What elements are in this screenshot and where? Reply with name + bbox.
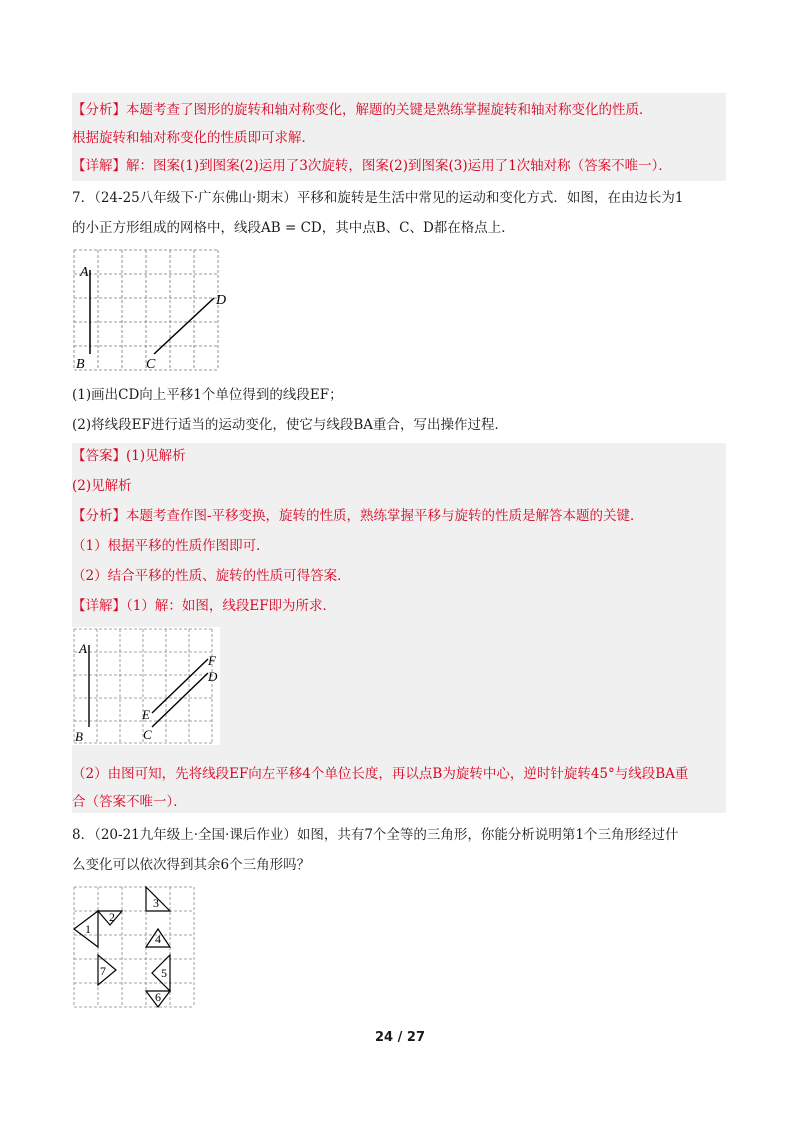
label-b: B <box>76 357 85 372</box>
q7-detail-2-line2: 合（答案不唯一）． <box>72 794 187 810</box>
q7-analysis-p2: （2）结合平移的性质、旋转的性质可得答案． <box>72 568 351 584</box>
q7-stem-line2: 的小正方形组成的网格中，线段AB = CD，其中点B、C、D都在格点上． <box>72 220 515 236</box>
label-c: C <box>143 727 152 742</box>
triangle-label-5: 5 <box>161 966 167 980</box>
q7-analysis: 【分析】本题考查作图-平移变换，旋转的性质，熟练掌握平移与旋转的性质是解答本题的关键． <box>72 508 644 524</box>
triangle-label-4: 4 <box>155 932 161 946</box>
q7-analysis-p1: （1）根据平移的性质作图即可． <box>72 538 270 554</box>
q7-answer: 【答案】(1)见解析 <box>72 448 186 464</box>
q7-sub2: (2)将线段EF进行适当的运动变化，使它与线段BA重合，写出操作过程． <box>72 417 509 433</box>
label-d: D <box>216 293 227 308</box>
label-d: D <box>208 669 218 684</box>
triangle-label-7: 7 <box>100 964 106 978</box>
triangle-label-6: 6 <box>155 990 161 1004</box>
triangle-label-2: 2 <box>109 910 115 924</box>
q7-detail-2-line1: （2）由图可知，先将线段EF向左平移4个单位长度，再以点B为旋转中心，逆时针旋转45°与线段BA重 <box>72 766 689 782</box>
q7-detail-1: 【详解】（1）解：如图，线段EF即为所求． <box>72 598 337 614</box>
q8-triangles-figure <box>72 885 202 1011</box>
q7-answer-2: (2)见解析 <box>72 478 132 494</box>
analysis-text-2: 根据旋转和轴对称变化的性质即可求解． <box>72 130 315 146</box>
detail-text: 【详解】解：图案(1)到图案(2)运用了3次旋转，图案(2)到图案(3)运用了1次轴对称（答案不唯一）． <box>72 158 672 174</box>
q7-answer-figure <box>72 627 220 745</box>
label-e: E <box>142 707 150 722</box>
triangle-label-1: 1 <box>85 922 91 936</box>
q7-grid-figure <box>72 248 236 372</box>
label-a: A <box>80 265 89 280</box>
q7-stem-line1: 7．（24-25八年级下·广东佛山·期末）平移和旋转是生活中常见的运动和变化方式．如图，在由边长为1 <box>72 190 684 206</box>
page-number <box>0 1030 800 1045</box>
label-f: F <box>208 653 216 668</box>
triangle-label-3: 3 <box>153 896 159 910</box>
page-current: 24 <box>375 1030 394 1045</box>
q8-stem-line1: 8．（20-21九年级上·全国·课后作业）如图，共有7个全等的三角形，你能分析说明第1个三角形经过什 <box>72 827 679 843</box>
q7-sub1: (1)画出CD向上平移1个单位得到的线段EF； <box>72 387 343 403</box>
analysis-text: 【分析】本题考查了图形的旋转和轴对称变化，解题的关键是熟练掌握旋转和轴对称变化的性质． <box>72 102 653 118</box>
page-separator: / <box>397 1030 403 1045</box>
label-c: C <box>146 357 156 372</box>
q8-stem-line2: 么变化可以依次得到其余6个三角形吗？ <box>72 857 311 873</box>
label-a: A <box>79 641 87 656</box>
label-b: B <box>75 729 83 744</box>
page-total: 27 <box>406 1030 425 1045</box>
